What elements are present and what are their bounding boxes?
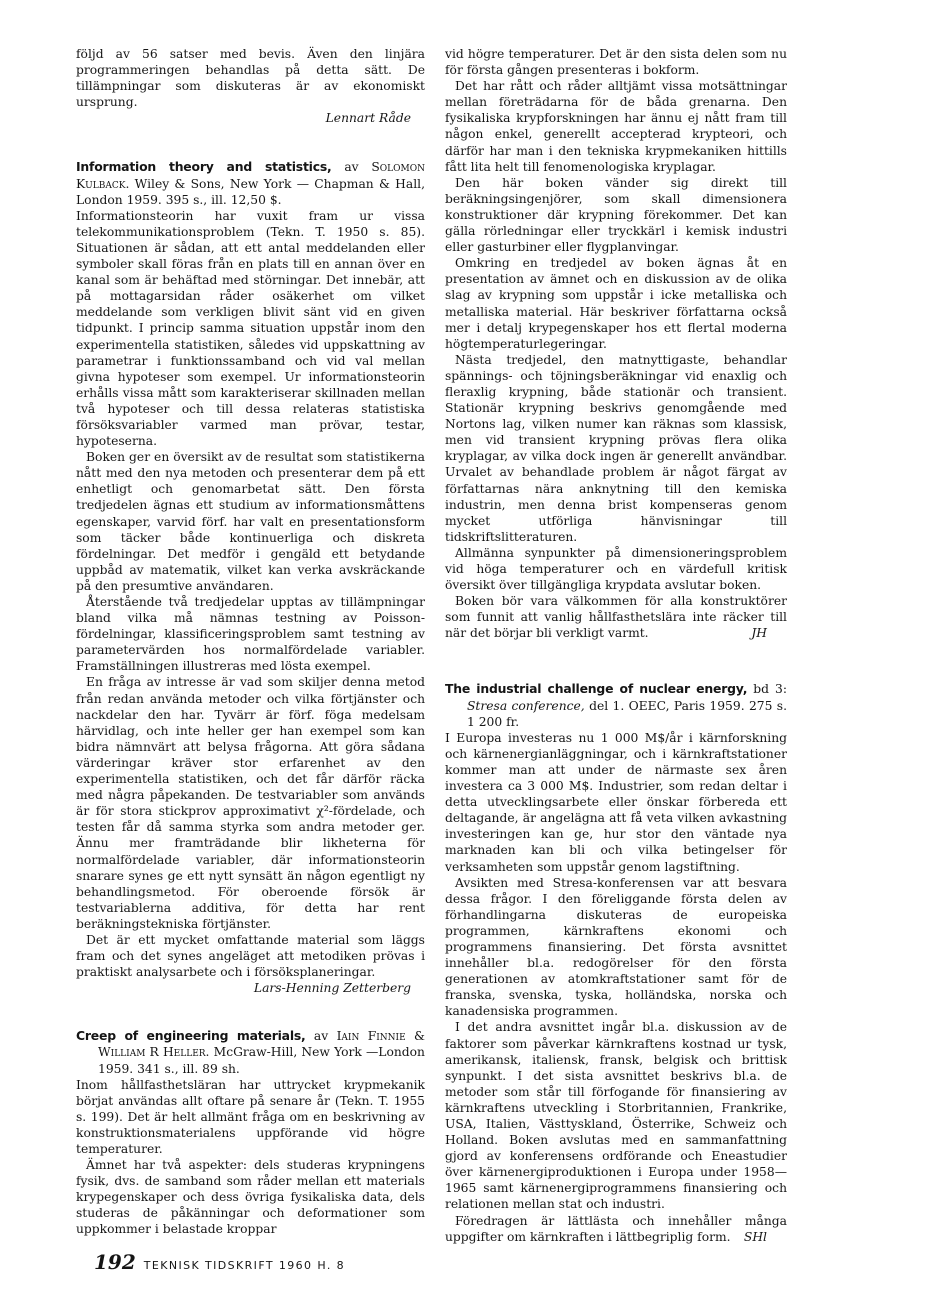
review-paragraph: Ämnet har två aspekter: dels studeras krypningens fysik, dvs. de samband som råder mellan ett materials krypegenskaper och dess övriga fysikaliska data, dels studeras de påkänningar och deformationer som uppkommer i belastade kroppar	[76, 1158, 425, 1237]
review-paragraph: I det andra avsnittet ingår bl.a. diskussion av de faktorer som påverkar kärnkraftens kostnad ur tysk, amerikansk, italiensk, fransk, belgisk och brittisk synpunkt. I det sista avsnittet beskrivs bl.a. de metoder som står till förfogande för finansiering av kärnkraftens utveckling i Storbritannien, Frankrike, USA, Italien, Västtyskland, Österrike, Schweiz och Holland. Boken avslutas med en sammanfattning gjord av konferensens ordförande och Eneastudier över kärnenergiproduktionen i Europa under 1958—1965 samt kärnenergiprogrammens finansiering och relationen mellan stat och industri.	[445, 1020, 787, 1212]
review-paragraph: I Europa investeras nu 1 000 M$/år i kärnforskning och kärnenergianläggningar, och i kärnkraftstationer kommer man att under de närmaste sex åren investera ca 3 000 M$. Industrier, som redan deltar i detta utvecklingsarbete eller önskar förbereda ett deltagande, är angelägna att få veta vilken avkastning investeringen kan ge, hur stor den väntade nya marknaden kan bli och vilka betingelser för verksamheten som uppstår genom lagstiftning.	[445, 730, 787, 874]
review-paragraph: Nästa tredjedel, den matnyttigaste, behandlar spännings- och töjningsberäkningar vid enaxlig och fleraxlig krypning, både stationär och transient. Stationär krypning beskrivs genomgående med Nortons lag, vilken numer kan räknas som klassisk, men vid transient krypning prövas flera olika kryplagar, av vilka dock ingen är generellt användbar. Urvalet av behandlade problem är något färgat av författarnas nära anknytning till den kemiska industrin, men denna brist kompenseras genom mycket utförliga hänvisningar till tidskriftslitteraturen.	[445, 352, 787, 544]
review-details: Wiley & Sons, New York — Chapman & Hall, London 1959. 395 s., ill. 12,50 $.	[76, 176, 425, 207]
review-paragraph: En fråga av intresse är vad som skiljer denna metod från redan använda metoder och vilka förtjänster och nackdelar den har. Tyvärr är förf. föga medelsam härvidlag, och inte heller ger han exempel som kan bidra nämnvärt att belysa frågorna. Att göra sådana värderingar kräver stor erfarenhet av den experimentella statistiken, och det får därför räcka med några påpekanden. De testvariabler som används är för stora stickprov approximativt χ²-fördelade, och testen får då samma styrka som andra metoder ger. Ännu mer framträdande blir likheterna för normalfördelade variabler, där informationsteorin snarare synes ge ett nytt synsätt än någon egentligt ny behandlingsmetod. För oberoende försök är testvariablerna additiva, för detta har rent beräkningstekniska förtjänster.	[76, 675, 425, 931]
review-heading	[445, 681, 787, 729]
review-subtitle: Stresa conference,	[467, 698, 585, 713]
review-paragraph: Återstående två tredjedelar upptas av tillämpningar bland vilka må nämnas testning av Poisson-fördelningar, klassificeringsproblem samt testning av parametervärden hos normalfördelade variabler. Framställningen illustreras med lösta exempel.	[76, 595, 425, 674]
review-nuclear-energy	[445, 681, 787, 1244]
intro-paragraph: följd av 56 satser med bevis. Även den linjära programmeringen behandlas på detta sätt. De tillämpningar som diskuteras är av ekonomiskt ursprung.	[76, 47, 425, 110]
review-title: Information theory and statistics,	[76, 159, 332, 175]
review-by: av	[313, 1029, 329, 1044]
review-creep-continued	[445, 46, 787, 641]
review-paragraph: Informationsteorin har vuxit fram ur vissa telekommunikationsproblem (Tekn. T. 1950 s. 85). Situationen är sådan, att ett antal meddelanden eller symboler skall föras från en plats till en annan över en kanal som är behäftad med störningar. Det innebär, att på mottagarsidan råder osäkerhet om vilket meddelande som verkligen blivit sänt vid en given tidpunkt. I princip samma situation uppstår inom den experimentella statistiken, således vid uppskattning av parametrar i funktionssamband och vid val mellan givna hypoteser som exempel. Ur informationsteorin erhålls vissa mått som karakteriserar skillnaden mellan två hypoteser och till dessa relateras statistiska försöksvariabler varmed man prövar, testar, hypoteserna.	[76, 208, 425, 449]
review-author: Iain Finnie & William R Heller.	[98, 1029, 425, 1060]
review-heading	[76, 1028, 425, 1076]
review-by: av	[344, 160, 359, 175]
review-paragraph	[445, 1213, 787, 1245]
review-paragraph: vid högre temperaturer. Det är den sista delen som nu för första gången presenteras i bokform.	[445, 47, 787, 78]
review-paragraph: Inom hållfasthetsläran har uttrycket krypmekanik börjat användas allt oftare på senare år (Tekn. T. 1955 s. 199). Det är helt allmänt fråga om en beskrivning av konstruktionsmaterialens uppförande vid högre temperaturer.	[76, 1077, 425, 1156]
review-paragraph: Det är ett mycket omfattande material som läggs fram och det synes angeläget att metodiken prövas i praktiskt analysarbete och i försöksplaneringar.	[76, 932, 425, 980]
review-heading	[76, 159, 425, 207]
review-paragraph	[445, 593, 787, 641]
review-title: Creep of engineering materials,	[76, 1028, 306, 1044]
review-information-theory	[76, 159, 425, 996]
review-signature: JH	[751, 626, 767, 641]
review-signature: SHl	[743, 1229, 767, 1244]
review-paragraph: Det har rått och råder alltjämt vissa motsättningar mellan företrädarna för de båda grenarna. Den fysikaliska krypforskningen har ännu ej nått fram till någon enkel, generellt accepterad krypteori, och därför har man i den tekniska krypmekaniken hittills fått lita helt till fenomenologiska kryplagar.	[445, 79, 787, 174]
page-footer	[94, 1250, 345, 1274]
review-signature: Lars-Henning Zetterberg	[253, 981, 411, 996]
review-creep-materials	[76, 1028, 425, 1237]
review-paragraph: Boken ger en översikt av de resultat som statistikerna nått med den nya metoden och presenterar dem på ett enhetligt och genomarbetat sätt. Den första tredjedelen ägnas ett studium av informationsmåttens egenskaper, varvid förf. har valt en presentationsform som täcker både kontinuerliga och diskreta fördelningar. Det medför i gengäld ett betydande uppbåd av matematik, vilket kan verka avskräckande på den presumtive användaren.	[76, 450, 425, 593]
review-volume: bd 3:	[753, 682, 787, 697]
intro-signature: Lennart Råde	[325, 111, 411, 126]
review-details: McGraw-Hill, New York —London 1959. 341 s., ill. 89 sh.	[98, 1045, 425, 1076]
right-column	[445, 46, 787, 1245]
review-paragraph: Avsikten med Stresa-konferensen var att besvara dessa frågor. I den föreliggande första delen av förhandlingarna diskuteras de europeiska programmen, kärnkraftens ekonomi och programmens finansiering. Det första avsnittet innehåller bl.a. redogörelser för den första generationen av atomkraftstationer samt för de franska, svenska, tyska, holländska, norska och kanadensiska programmen.	[445, 875, 787, 1019]
review-details: del 1. OEEC, Paris 1959. 275 s. 1 200 fr.	[467, 698, 787, 729]
journal-name: TEKNISK TIDSKRIFT 1960 H. 8	[143, 1259, 346, 1272]
review-title: The industrial challenge of nuclear energy,	[445, 681, 748, 697]
left-column	[76, 46, 425, 1238]
page-number: 192	[94, 1250, 136, 1274]
review-paragraph: Omkring en tredjedel av boken ägnas åt en presentation av ämnet och en diskussion av de olika slag av krypning som uppstår i icke metalliska och metalliska material. Här beskriver författarna också mer i detalj krypegenskaper hos ett flertal moderna högtemperaturlegeringar.	[445, 256, 787, 351]
review-author: Solomon Kulback.	[76, 160, 425, 191]
review-paragraph: Den här boken vänder sig direkt till beräkningsingenjörer, som skall dimensionera konstruktioner där krypning förekommer. Det kan gälla rörledningar eller tryckkärl i kemisk industri eller gasturbiner eller flygplanvingar.	[445, 175, 787, 255]
review-paragraph-text: Föredragen är lättlästa och innehåller många uppgifter om kärnkraften i lättbegriplig form.	[445, 1213, 787, 1244]
review-paragraph: Allmänna synpunkter på dimensioneringsproblem vid höga temperaturer och en värdefull kritisk översikt över tillgängliga krypdata avslutar boken.	[445, 545, 787, 593]
review-paragraph-text: Boken bör vara välkommen för alla konstruktörer som funnit att vanlig hållfasthetslära inte räcker till när det börjar bli verkligt varmt.	[445, 594, 787, 641]
